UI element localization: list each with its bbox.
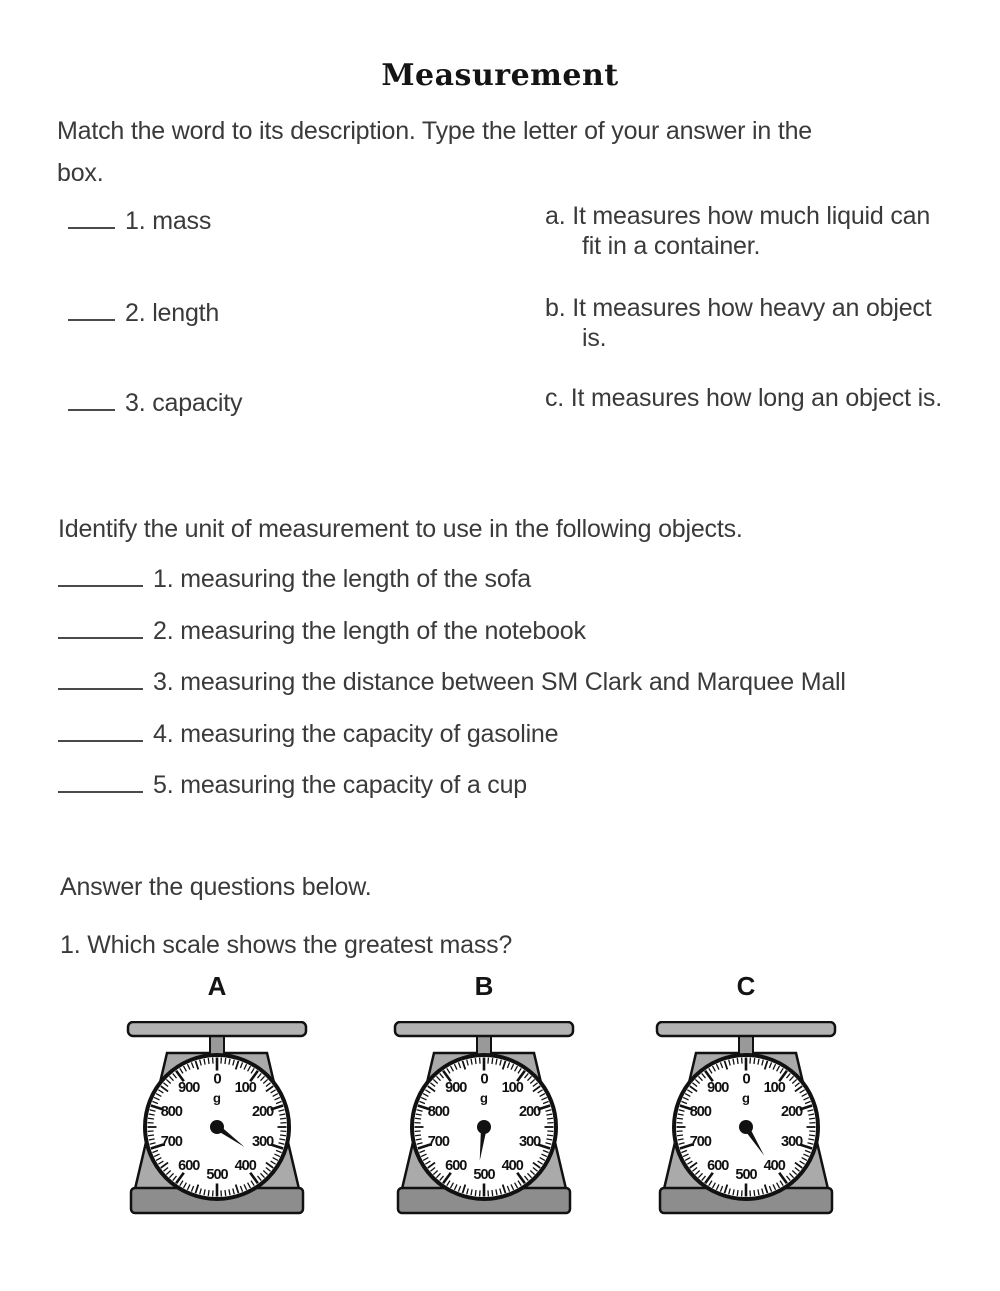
svg-text:100: 100	[234, 1080, 256, 1097]
match-word-row	[68, 203, 211, 236]
match-instructions-line1: Match the word to its description. Type the letter of your answer in the	[57, 117, 812, 145]
unit-item-row	[58, 613, 586, 646]
match-word: 3. capacity	[125, 389, 243, 417]
svg-text:600: 600	[445, 1157, 467, 1174]
match-word: 1. mass	[125, 207, 212, 235]
scale-label-c: C	[736, 971, 756, 1001]
scale-dial-c	[651, 1021, 841, 1219]
svg-text:800: 800	[160, 1104, 182, 1121]
svg-text:500: 500	[473, 1167, 495, 1183]
match-description-b	[545, 293, 931, 353]
match-description-a	[545, 201, 930, 261]
svg-text:0: 0	[742, 1070, 750, 1088]
svg-text:400: 400	[763, 1157, 785, 1174]
description-line: c. It measures how long an object is.	[545, 384, 942, 412]
answer-blank[interactable]	[68, 385, 115, 411]
unit-item-row	[58, 561, 531, 594]
svg-text:700: 700	[689, 1133, 711, 1150]
questions-instructions: Answer the questions below.	[60, 873, 372, 901]
scale-dial-a	[122, 1021, 312, 1219]
page-title: Measurement	[381, 58, 619, 93]
description-line: is.	[582, 324, 607, 352]
question-1: 1. Which scale shows the greatest mass?	[60, 931, 513, 959]
svg-text:700: 700	[427, 1133, 449, 1150]
svg-text:600: 600	[178, 1157, 200, 1174]
description-line: a. It measures how much liquid can	[545, 202, 931, 230]
svg-text:800: 800	[427, 1104, 449, 1121]
svg-text:100: 100	[763, 1080, 785, 1097]
svg-text:g: g	[742, 1090, 750, 1106]
svg-text:0: 0	[480, 1070, 488, 1088]
scale-dial-b	[389, 1021, 579, 1219]
answer-blank[interactable]	[58, 613, 143, 639]
unit-item: 1. measuring the length of the sofa	[153, 565, 531, 593]
unit-item-row	[58, 664, 846, 697]
svg-text:200: 200	[781, 1104, 803, 1121]
svg-text:200: 200	[252, 1104, 274, 1121]
units-instructions: Identify the unit of measurement to use in the following objects.	[58, 515, 743, 543]
svg-text:g: g	[480, 1090, 488, 1106]
answer-blank[interactable]	[68, 295, 115, 321]
scale-label-a: A	[207, 971, 227, 1001]
svg-text:300: 300	[519, 1133, 541, 1150]
answer-blank[interactable]	[58, 716, 143, 742]
match-word-row	[68, 385, 242, 418]
scale-label-b: B	[474, 971, 494, 1001]
match-description-c	[545, 383, 942, 413]
unit-item: 3. measuring the distance between SM Clark and Marquee Mall	[153, 668, 846, 696]
match-word: 2. length	[125, 299, 220, 327]
svg-text:800: 800	[689, 1104, 711, 1121]
svg-text:0: 0	[213, 1070, 221, 1088]
unit-item: 5. measuring the capacity of a cup	[153, 771, 527, 799]
description-line: b. It measures how heavy an object	[545, 294, 932, 322]
description-line: fit in a container.	[582, 232, 761, 260]
svg-text:900: 900	[707, 1080, 729, 1097]
answer-blank[interactable]	[58, 561, 143, 587]
svg-text:700: 700	[160, 1133, 182, 1150]
svg-text:900: 900	[445, 1080, 467, 1097]
svg-text:100: 100	[501, 1080, 523, 1097]
svg-text:g: g	[213, 1090, 221, 1106]
svg-text:200: 200	[519, 1104, 541, 1121]
svg-text:500: 500	[735, 1167, 757, 1183]
unit-item-row	[58, 767, 527, 800]
svg-text:400: 400	[234, 1157, 256, 1174]
match-instructions-line2: box.	[57, 159, 104, 187]
svg-text:500: 500	[206, 1167, 228, 1183]
answer-blank[interactable]	[58, 664, 143, 690]
unit-item: 4. measuring the capacity of gasoline	[153, 720, 559, 748]
svg-text:900: 900	[178, 1080, 200, 1097]
svg-text:300: 300	[781, 1133, 803, 1150]
match-word-row	[68, 295, 219, 328]
answer-blank[interactable]	[68, 203, 115, 229]
svg-text:300: 300	[252, 1133, 274, 1150]
svg-text:600: 600	[707, 1157, 729, 1174]
svg-text:400: 400	[501, 1157, 523, 1174]
answer-blank[interactable]	[58, 767, 143, 793]
unit-item-row	[58, 716, 558, 749]
unit-item: 2. measuring the length of the notebook	[153, 617, 586, 645]
